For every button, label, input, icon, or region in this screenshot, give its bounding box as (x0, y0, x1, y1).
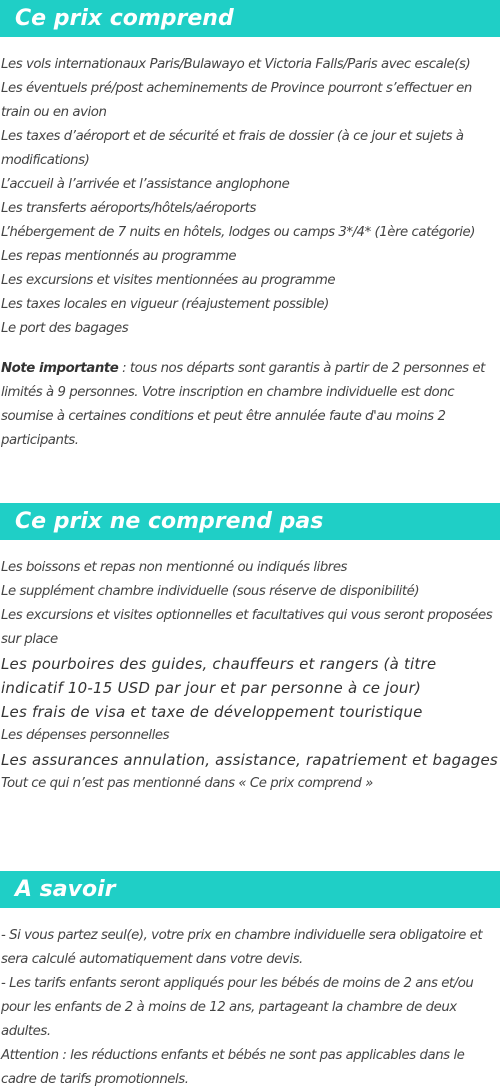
section-title-a-savoir: A savoir (0, 871, 500, 908)
list-item: Les boissons et repas non mentionné ou indiqués libres (1, 560, 348, 575)
list-item: Les taxes d’aéroport et de sécurité et frais de dossier (à ce jour et sujets à modifications) (1, 129, 464, 168)
list-item: Les excursions et visites mentionnées au programme (1, 273, 336, 288)
list-item: L’hébergement de 7 nuits en hôtels, lodges ou camps 3*/4* (1ère catégorie) (1, 225, 476, 240)
note-label: Note importante (1, 361, 119, 376)
list-item: Les pourboires des guides, chauffeurs et rangers (à titre indicatif 10-15 USD par jour et par personne à ce jour) (1, 655, 437, 697)
ne-comprend-pas-list (0, 556, 500, 796)
list-item: Tout ce qui n’est pas mentionné dans « Ce prix comprend » (1, 776, 373, 791)
important-note (0, 357, 500, 453)
note-text: : tous nos départs sont garantis à partir de 2 personnes et limités à 9 personnes. Votre inscription en chambre individuelle est donc soumise à certaines conditions et peut être annulée faute d'au moins 2 participants. (1, 361, 485, 448)
list-item: Les assurances annulation, assistance, rapatriement et bagages (1, 751, 498, 769)
section-title-comprend: Ce prix comprend (0, 0, 500, 37)
comprend-list (0, 53, 500, 341)
list-item: Les éventuels pré/post acheminements de Province pourront s’effectuer en train ou en avion (1, 81, 472, 120)
paragraph: - Si vous partez seul(e), votre prix en chambre individuelle sera obligatoire et sera calculé automatiquement dans votre devis. (1, 928, 483, 967)
list-item: Le supplément chambre individuelle (sous réserve de disponibilité) (1, 584, 420, 599)
paragraph: - Les tarifs enfants seront appliqués pour les bébés de moins de 2 ans et/ou pour les enfants de 2 à moins de 12 ans, partageant la chambre de deux adultes. (1, 976, 474, 1039)
section-ce-prix-comprend (0, 0, 500, 453)
list-item: Les excursions et visites optionnelles et facultatives qui vous seront proposées sur place (1, 608, 493, 647)
list-item: Les dépenses personnelles (1, 728, 170, 743)
list-item: Les transferts aéroports/hôtels/aéroports (1, 201, 256, 216)
list-item: Le port des bagages (1, 321, 129, 336)
paragraph: Attention : les réductions enfants et bébés ne sont pas applicables dans le cadre de tarifs promotionnels. (1, 1048, 465, 1087)
section-title-ne-comprend-pas: Ce prix ne comprend pas (0, 503, 500, 540)
list-item: Les frais de visa et taxe de développement touristique (1, 703, 423, 721)
section-a-savoir (0, 871, 500, 1092)
list-item: Les repas mentionnés au programme (1, 249, 237, 264)
section-ce-prix-ne-comprend-pas (0, 503, 500, 796)
list-item: Les vols internationaux Paris/Bulawayo et Victoria Falls/Paris avec escale(s) (1, 57, 471, 72)
a-savoir-text (0, 924, 500, 1092)
list-item: L’accueil à l’arrivée et l’assistance anglophone (1, 177, 290, 192)
list-item: Les taxes locales en vigueur (réajustement possible) (1, 297, 329, 312)
